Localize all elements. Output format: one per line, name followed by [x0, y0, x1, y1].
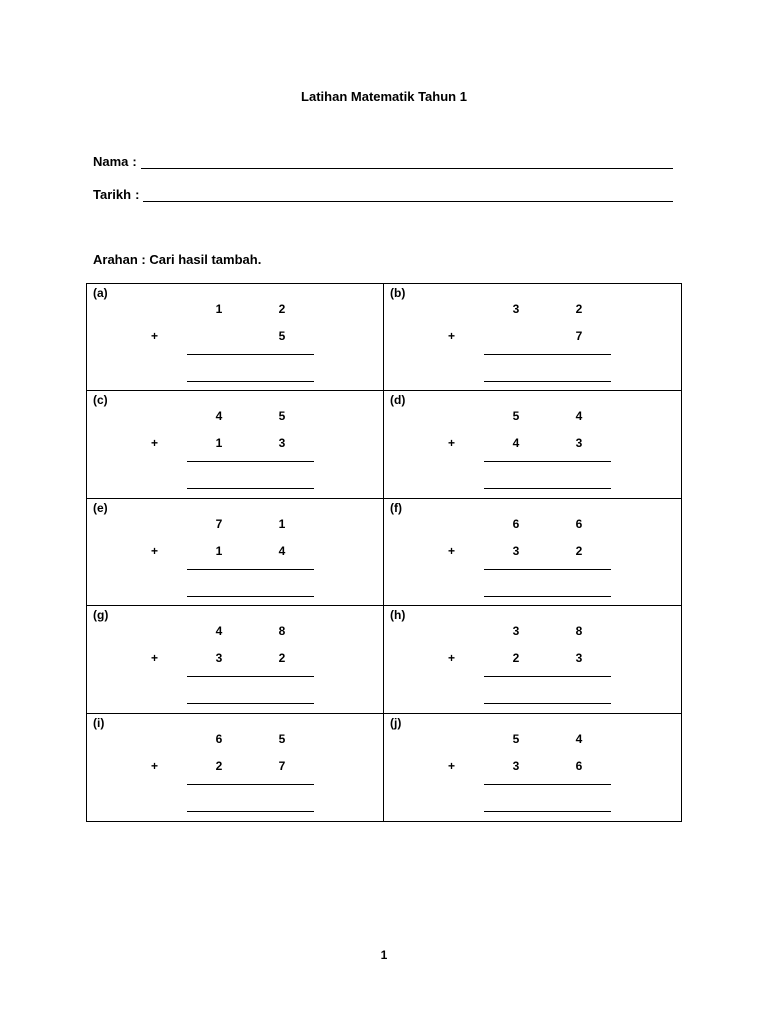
top-tens-digit: 6 — [512, 516, 520, 531]
bottom-tens-digit: 1 — [215, 436, 223, 451]
sum-rule-line — [187, 569, 314, 570]
date-input-line[interactable] — [143, 189, 673, 202]
problem-cell — [87, 714, 384, 821]
problem-cell — [87, 606, 384, 713]
top-ones-digit: 4 — [575, 409, 583, 424]
problem-cell — [87, 499, 384, 606]
plus-sign: + — [151, 436, 159, 451]
top-ones-digit: 4 — [575, 731, 583, 746]
top-tens-digit: 3 — [512, 624, 520, 639]
problem-label: (c) — [93, 393, 108, 408]
top-ones-digit: 8 — [278, 624, 286, 639]
answer-line[interactable] — [187, 488, 314, 489]
problem-cell — [384, 284, 681, 391]
plus-sign: + — [448, 651, 456, 666]
answer-line[interactable] — [484, 811, 611, 812]
problem-label: (f) — [390, 500, 402, 515]
bottom-ones-digit: 3 — [575, 436, 583, 451]
bottom-tens-digit: 3 — [512, 543, 520, 558]
top-ones-digit: 1 — [278, 516, 286, 531]
problem-label: (g) — [93, 608, 109, 623]
name-input-line[interactable] — [141, 156, 673, 169]
answer-line[interactable] — [484, 488, 611, 489]
bottom-tens-digit: 1 — [215, 543, 223, 558]
bottom-ones-digit: 2 — [575, 543, 583, 558]
sum-rule-line — [187, 784, 314, 785]
bottom-ones-digit: 7 — [278, 758, 286, 773]
top-tens-digit: 6 — [215, 731, 223, 746]
answer-line[interactable] — [484, 703, 611, 704]
top-tens-digit: 5 — [512, 731, 520, 746]
top-ones-digit: 5 — [278, 409, 286, 424]
sum-rule-line — [187, 676, 314, 677]
plus-sign: + — [448, 543, 456, 558]
bottom-tens-digit: 3 — [512, 758, 520, 773]
top-tens-digit: 1 — [215, 302, 223, 316]
bottom-tens-digit: 2 — [215, 758, 223, 773]
sum-rule-line — [187, 461, 314, 462]
bottom-ones-digit: 4 — [278, 543, 286, 558]
problem-label: (a) — [93, 286, 108, 300]
sum-rule-line — [484, 354, 611, 355]
sum-rule-line — [484, 569, 611, 570]
top-tens-digit: 3 — [512, 302, 520, 316]
top-ones-digit: 5 — [278, 731, 286, 746]
problem-cell — [87, 391, 384, 498]
answer-line[interactable] — [187, 703, 314, 704]
bottom-tens-digit: 4 — [512, 436, 520, 451]
top-ones-digit: 2 — [278, 302, 286, 316]
bottom-tens-digit: 2 — [512, 651, 520, 666]
top-tens-digit: 7 — [215, 516, 223, 531]
top-tens-digit: 4 — [215, 624, 223, 639]
bottom-ones-digit: 2 — [278, 651, 286, 666]
date-field[interactable] — [93, 187, 673, 202]
sum-rule-line — [484, 461, 611, 462]
top-ones-digit: 8 — [575, 624, 583, 639]
plus-sign: + — [151, 543, 159, 558]
bottom-tens-digit: 3 — [215, 651, 223, 666]
answer-line[interactable] — [187, 811, 314, 812]
plus-sign: + — [448, 758, 456, 773]
plus-sign: + — [151, 329, 159, 343]
answer-line[interactable] — [187, 381, 314, 382]
problem-label: (i) — [93, 715, 105, 730]
plus-sign: + — [151, 651, 159, 666]
top-ones-digit: 2 — [575, 302, 583, 316]
problem-label: (d) — [390, 393, 406, 408]
problem-label: (b) — [390, 286, 406, 300]
date-colon: : — [135, 187, 140, 202]
name-colon: : — [132, 154, 137, 169]
top-tens-digit: 5 — [512, 409, 520, 424]
bottom-ones-digit: 7 — [575, 329, 583, 343]
page-title: Latihan Matematik Tahun 1 — [301, 89, 467, 104]
sum-rule-line — [187, 354, 314, 355]
bottom-ones-digit: 6 — [575, 758, 583, 773]
problem-cell — [384, 714, 681, 821]
top-tens-digit: 4 — [215, 409, 223, 424]
problem-grid — [86, 283, 682, 822]
bottom-ones-digit: 5 — [278, 329, 286, 343]
problem-cell — [384, 499, 681, 606]
answer-line[interactable] — [484, 596, 611, 597]
problem-cell — [384, 606, 681, 713]
instruction-text: Arahan : Cari hasil tambah. — [93, 252, 262, 267]
answer-line[interactable] — [484, 381, 611, 382]
bottom-ones-digit: 3 — [278, 436, 286, 451]
name-field[interactable] — [93, 154, 673, 169]
answer-line[interactable] — [187, 596, 314, 597]
problem-label: (e) — [93, 500, 108, 515]
problem-label: (h) — [390, 608, 406, 623]
sum-rule-line — [484, 676, 611, 677]
problem-cell — [384, 391, 681, 498]
plus-sign: + — [151, 758, 159, 773]
sum-rule-line — [484, 784, 611, 785]
top-ones-digit: 6 — [575, 516, 583, 531]
bottom-ones-digit: 3 — [575, 651, 583, 666]
problem-cell — [87, 284, 384, 391]
plus-sign: + — [448, 436, 456, 451]
page-number: 1 — [380, 948, 388, 962]
plus-sign: + — [448, 329, 456, 343]
date-label: Tarikh — [93, 187, 132, 202]
name-label: Nama — [93, 154, 129, 169]
problem-label: (j) — [390, 715, 402, 730]
